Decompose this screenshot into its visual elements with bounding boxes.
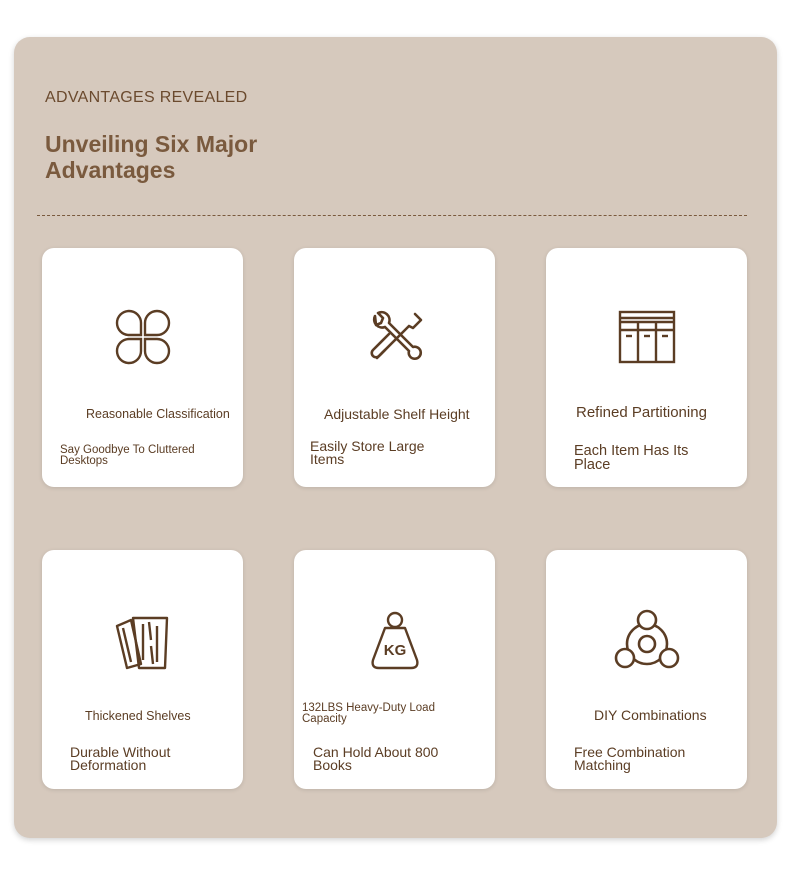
dashed-divider xyxy=(37,215,747,216)
section-eyebrow: ADVANTAGES REVEALED xyxy=(45,89,248,106)
cabinet-partition-icon xyxy=(618,310,676,364)
advantage-card-partitioning xyxy=(546,248,747,487)
four-petal-grid-icon xyxy=(115,309,171,365)
card-label: Refined Partitioning xyxy=(576,404,707,421)
card-label: Reasonable Classification xyxy=(86,407,230,421)
card-label: Adjustable Shelf Height xyxy=(324,406,470,422)
advantage-card-shelf-height xyxy=(294,248,495,487)
card-subtitle: Can Hold About 800 Books xyxy=(313,744,439,774)
title-line-2: Advantages xyxy=(45,157,176,183)
kg-text: KG xyxy=(383,642,406,659)
wrench-screwdriver-icon xyxy=(365,308,425,368)
card-subtitle: Durable Without Deformation xyxy=(70,744,171,774)
advantage-card-load-capacity xyxy=(294,550,495,789)
advantage-card-diy-combinations xyxy=(546,550,747,789)
advantage-card-thickened-shelves xyxy=(42,550,243,789)
title-line-1: Unveiling Six Major xyxy=(45,131,258,157)
card-subtitle: Free Combination Matching xyxy=(574,744,686,774)
kg-weight-icon xyxy=(367,610,423,672)
card-label: 132LBS Heavy-Duty Load Capacity xyxy=(302,702,435,725)
card-label: DIY Combinations xyxy=(594,707,707,723)
card-subtitle: Each Item Has Its Place xyxy=(574,443,689,473)
advantage-card-classification xyxy=(42,248,243,487)
three-circles-network-icon xyxy=(613,608,681,672)
advantages-panel xyxy=(14,37,777,838)
card-label: Thickened Shelves xyxy=(85,709,191,723)
card-subtitle: Say Goodbye To Cluttered Desktops xyxy=(60,444,195,467)
section-title xyxy=(45,131,345,183)
wood-boards-icon xyxy=(113,614,173,670)
card-subtitle: Easily Store Large Items xyxy=(310,438,425,468)
